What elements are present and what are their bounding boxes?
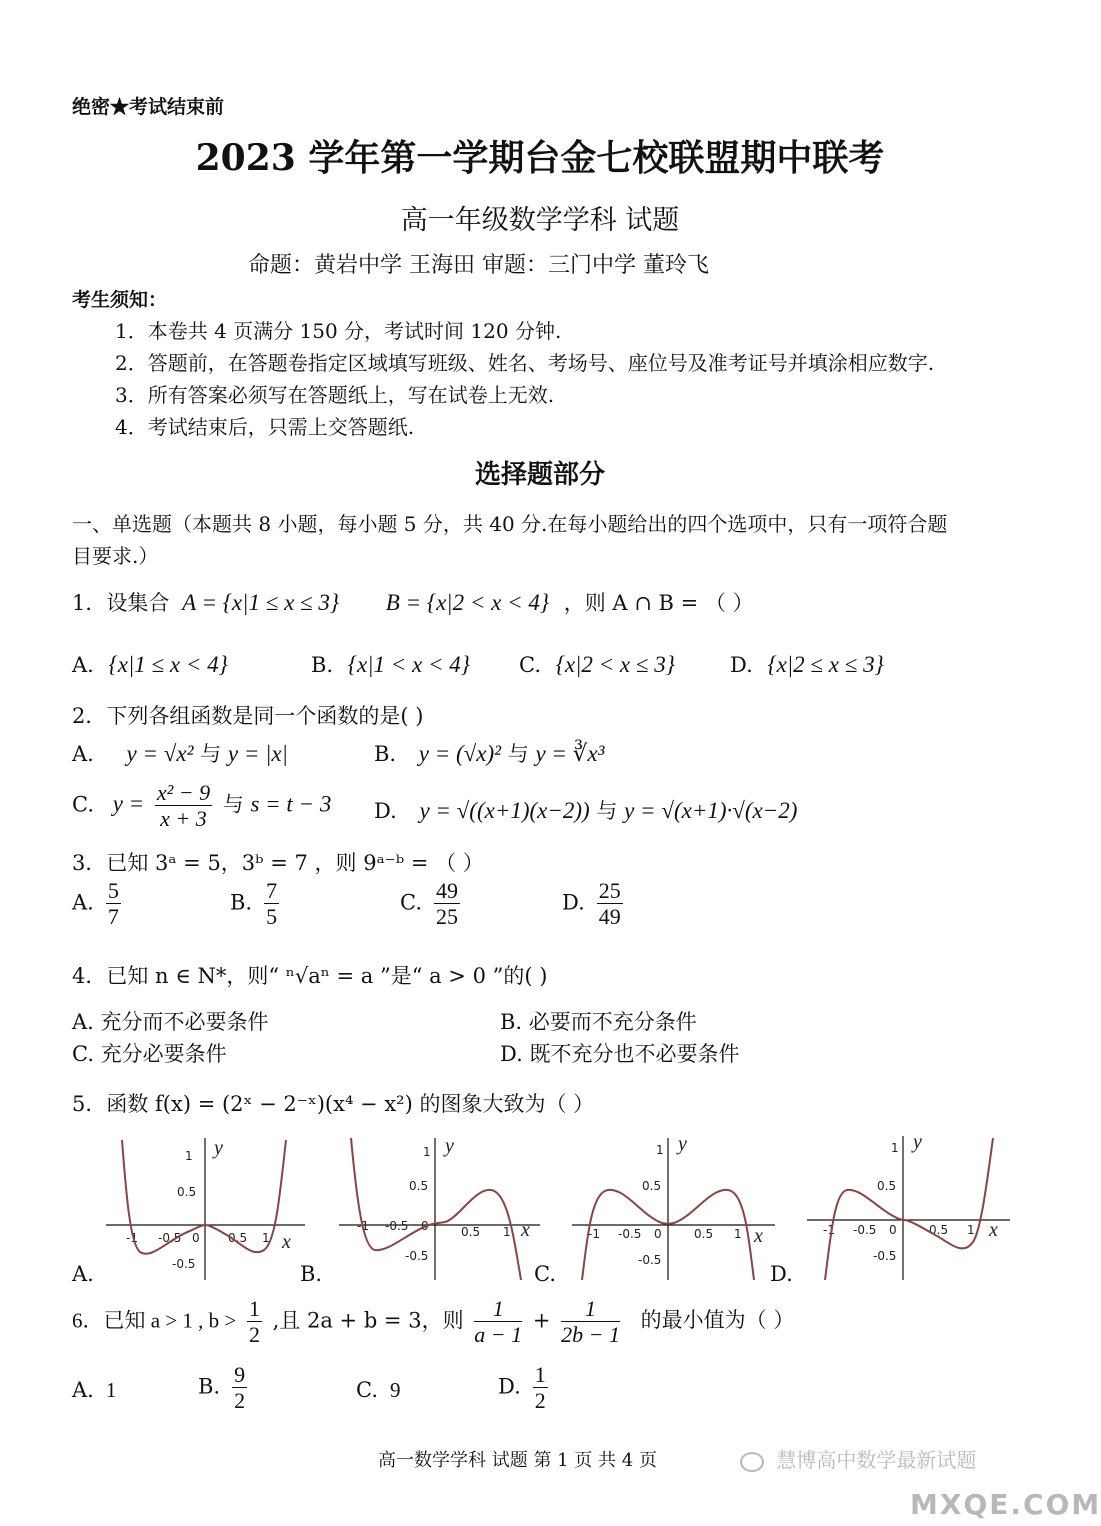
question-4: 4．已知 n ∈ N*，则“ ⁿ√aⁿ = a ”是“ a > 0 ”的( ) (72, 964, 548, 988)
wechat-icon (740, 1452, 764, 1472)
function-curve (351, 1138, 521, 1280)
graph-label-b: B. (300, 1262, 323, 1286)
option-conj: 与 (596, 799, 618, 823)
tick-label: 1 (262, 1231, 270, 1245)
option-fraction (232, 1362, 247, 1414)
fraction-numerator: 7 (266, 878, 278, 903)
option-text: {x|2 ≤ x ≤ 3} (767, 652, 884, 677)
tick-label: 0 (192, 1231, 200, 1245)
q4-option (500, 1038, 739, 1068)
tick-label: -0.5 (405, 1249, 429, 1263)
fraction-denominator: 2 (234, 1388, 246, 1414)
secret-label: 绝密★考试结束前 (72, 96, 225, 118)
q6-stem: 的最小值为（ ） (640, 1308, 795, 1333)
question-2: 2．下列各组函数是同一个函数的是( ) (72, 704, 424, 728)
fraction-numerator: 1 (474, 1296, 522, 1322)
fraction-denominator: a − 1 (474, 1322, 523, 1348)
option-label: B. (198, 1374, 221, 1399)
tick-label: 1 (656, 1143, 664, 1157)
option-label: C. (72, 1042, 94, 1066)
q2-option-c (72, 780, 331, 832)
option-label: D. (374, 799, 397, 823)
option-label: A. (72, 742, 94, 766)
tick-label: 1 (967, 1223, 975, 1237)
fraction-numerator: 1 (248, 1296, 260, 1321)
option-label: C. (519, 653, 541, 677)
option-text: 必要而不充分条件 (528, 1010, 697, 1034)
question-1 (72, 587, 754, 617)
tick-label: 1 (423, 1145, 431, 1159)
option-label: A. (72, 890, 94, 915)
graph-option-d (805, 1132, 1015, 1282)
q6-option (498, 1362, 552, 1414)
q6-stem: ,且 2a + b = 3，则 (272, 1308, 464, 1333)
q1-set-b: B = {x|2 < x < 4} (385, 590, 550, 615)
q1-lead: 1．设集合 (72, 591, 170, 615)
graph-option-a (100, 1132, 310, 1282)
q3-option (230, 878, 283, 930)
option-fraction (264, 878, 279, 930)
q4-option (500, 1006, 697, 1036)
y-axis-label: y (678, 1133, 687, 1155)
option-label: B. (500, 1010, 523, 1034)
q6-option (198, 1362, 251, 1414)
fraction-numerator: 1 (561, 1296, 620, 1322)
option-expr: y = (112, 791, 145, 817)
option-label: D. (562, 890, 585, 915)
fraction-numerator: 1 (534, 1362, 546, 1387)
fraction-numerator: 9 (234, 1362, 246, 1387)
q2-option-a (72, 738, 288, 768)
tick-label: 0.5 (409, 1179, 429, 1193)
tick-label: -0.5 (638, 1253, 662, 1267)
tick-label: -1 (126, 1231, 138, 1245)
option-label: B. (374, 742, 397, 766)
graph-label-d: D. (770, 1262, 793, 1286)
q4-option (72, 1038, 227, 1068)
option-fraction (533, 1362, 548, 1414)
option-expr: y = |x| (227, 741, 288, 766)
x-axis-label: x (521, 1219, 530, 1241)
option-expr: s = t − 3 (250, 791, 332, 817)
option-conj: 与 (200, 742, 222, 766)
tick-label: 0.5 (877, 1179, 897, 1193)
notice-item: 1．本卷共 4 页满分 150 分，考试时间 120 分钟. (115, 319, 562, 343)
authors-line: 命题：黄岩中学 王海田 审题：三门中学 董玲飞 (248, 253, 709, 278)
option-text: 充分而不必要条件 (100, 1010, 269, 1034)
notice-heading: 考生须知： (72, 289, 168, 311)
option-label: B. (230, 890, 253, 915)
option-fraction (434, 878, 460, 930)
q2-option-b (374, 738, 604, 768)
fraction-denominator: 7 (107, 904, 119, 930)
tick-label: 0.5 (228, 1231, 248, 1245)
q6-half (247, 1296, 262, 1348)
exam-subtitle: 高一年级数学学科 试题 (400, 205, 680, 236)
function-curve (825, 1138, 993, 1280)
tick-label: -0.5 (385, 1219, 409, 1233)
tick-label: 0.5 (929, 1223, 949, 1237)
option-expr: y = (√x)² (418, 741, 502, 766)
section-intro: 一、单选题（本题共 8 小题，每小题 5 分，共 40 分.在每小题给出的四个选项中，只有一项符合题 (72, 512, 948, 536)
option-label: A. (72, 1010, 94, 1034)
q2-option-d (374, 795, 797, 825)
tick-label: 0 (889, 1223, 897, 1237)
question-6 (72, 1296, 794, 1348)
q6-stem: 6．已知 a > 1 , b > (72, 1308, 237, 1333)
question-3: 3．已知 3ᵃ = 5，3ᵇ = 7 ，则 9ᵃ⁻ᵇ = （ ） (72, 851, 484, 875)
section-intro: 目要求.） (72, 544, 159, 568)
option-text: 9 (390, 1378, 401, 1402)
option-label: C. (356, 1378, 378, 1402)
option-expr: y = ∛x³ (535, 741, 605, 766)
fraction-numerator: 25 (598, 878, 621, 903)
option-label: D. (500, 1042, 523, 1066)
q6-fraction-1 (474, 1296, 522, 1348)
option-text: {x|1 ≤ x < 4} (108, 652, 228, 677)
y-axis-label: y (445, 1135, 454, 1157)
tick-label: -1 (588, 1227, 600, 1241)
option-expr: y = √((x+1)(x−2)) (419, 798, 590, 823)
notice-item: 4．考试结束后，只需上交答题纸. (115, 415, 415, 439)
tick-label: 0.5 (461, 1225, 481, 1239)
q6-option (356, 1378, 401, 1403)
q3-option (562, 878, 627, 930)
x-axis-label: x (282, 1231, 291, 1253)
x-axis-label: x (754, 1225, 763, 1247)
fraction-numerator: 5 (107, 878, 119, 903)
q2-fraction (155, 780, 212, 832)
fraction-numerator: x² − 9 (156, 780, 211, 805)
option-label: B. (311, 653, 334, 677)
fraction-denominator: 5 (266, 904, 278, 930)
q3-option (72, 878, 125, 930)
tick-label: 1 (891, 1141, 899, 1155)
q6-fraction-2 (561, 1296, 620, 1348)
notice-item: 2．答题前，在答题卷指定区域填写班级、姓名、考场号、座位号及准考证号并填涂相应数字. (115, 351, 935, 375)
option-text: {x|1 < x < 4} (347, 652, 470, 677)
tick-label: 1 (734, 1227, 742, 1241)
tick-label: 0 (654, 1227, 662, 1241)
q1-option (72, 652, 228, 678)
option-label: D. (498, 1374, 521, 1399)
option-expr: y = √x² (126, 741, 194, 766)
fraction-denominator: 2 (248, 1322, 260, 1348)
x-axis-label: x (989, 1219, 998, 1241)
question-5: 5．函数 f(x) = (2ˣ − 2⁻ˣ)(x⁴ − x²) 的图象大致为（ ） (72, 1092, 595, 1116)
watermark-site: MXQE.COM (910, 1488, 1101, 1521)
option-text: {x|2 < x ≤ 3} (555, 652, 675, 677)
option-fraction (597, 878, 623, 930)
tick-label: -1 (357, 1219, 369, 1233)
tick-label: 0.5 (694, 1227, 714, 1241)
tick-label: -0.5 (873, 1249, 897, 1263)
option-fraction (106, 878, 121, 930)
y-axis-label: y (214, 1137, 223, 1159)
fraction-denominator: 49 (598, 904, 621, 930)
exam-title: 2023 学年第一学期台金七校联盟期中联考 (195, 137, 885, 179)
tick-label: 0.5 (177, 1185, 197, 1199)
fraction-denominator: x + 3 (160, 806, 207, 832)
graph-label-c: C. (534, 1262, 556, 1286)
q1-option (311, 652, 470, 678)
tick-label: 0 (421, 1219, 429, 1233)
q1-set-a: A = {x|1 ≤ x ≤ 3} (182, 590, 340, 615)
q3-option (400, 878, 464, 930)
tick-label: -1 (823, 1223, 835, 1237)
q4-option (72, 1006, 269, 1036)
option-text: 1 (105, 1378, 117, 1402)
graph-label-a: A. (72, 1262, 94, 1286)
option-label: C. (72, 792, 94, 817)
option-text: 既不充分也不必要条件 (529, 1042, 740, 1066)
option-conj: 与 (222, 792, 244, 817)
fraction-numerator: 49 (436, 878, 458, 903)
option-label: A. (72, 653, 94, 677)
option-conj: 与 (507, 742, 529, 766)
fraction-denominator: 2 (534, 1388, 546, 1414)
plus-sign: + (532, 1308, 551, 1333)
tick-label: 1 (185, 1149, 193, 1163)
option-text: 充分必要条件 (100, 1042, 227, 1066)
fraction-denominator: 2b − 1 (561, 1322, 620, 1348)
tick-label: 1 (503, 1225, 511, 1239)
y-axis-label: y (913, 1131, 922, 1153)
option-label: D. (730, 653, 753, 677)
section-title: 选择题部分 (474, 460, 605, 490)
tick-label: -0.5 (853, 1223, 877, 1237)
option-label: C. (400, 890, 422, 915)
graph-option-c (570, 1132, 780, 1282)
watermark (740, 1444, 976, 1473)
tick-label: -0.5 (618, 1227, 642, 1241)
option-label: A. (72, 1378, 94, 1402)
page-footer: 高一数学学科 试题 第 1 页 共 4 页 (378, 1450, 657, 1471)
watermark-text: 慧博高中数学最新试题 (776, 1448, 977, 1472)
q1-option (519, 652, 675, 678)
tick-label: -0.5 (172, 1257, 196, 1271)
q1-option (730, 652, 884, 678)
tick-label: 0.5 (642, 1179, 662, 1193)
tick-label: -0.5 (158, 1231, 182, 1245)
graph-option-b (335, 1132, 545, 1282)
q1-ask: ，则 A ∩ B = （ ） (563, 591, 754, 615)
q6-option (72, 1378, 116, 1403)
fraction-denominator: 25 (436, 904, 458, 930)
notice-item: 3．所有答案必须写在答题纸上，写在试卷上无效. (115, 383, 555, 407)
option-expr: y = √(x+1)·√(x−2) (624, 798, 798, 823)
